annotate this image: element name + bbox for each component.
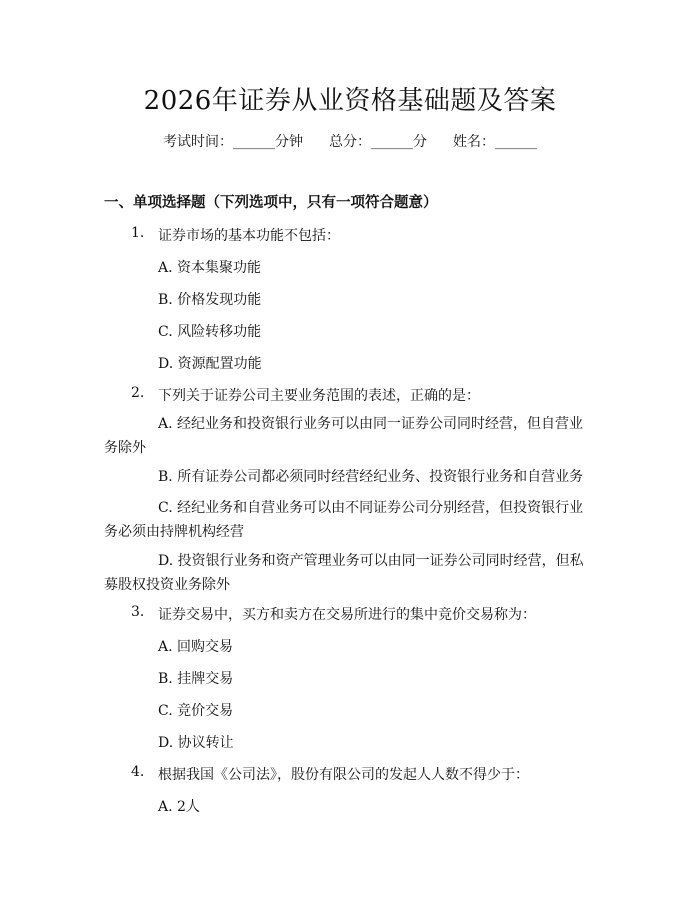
option-1c: C. 风险转移功能 — [158, 324, 262, 340]
score-blank: ______ — [371, 134, 413, 150]
option-4a: A. 2人 — [158, 799, 200, 815]
option-2d: D. 投资银行业务和资产管理业务可以由同一证券公司同时经营，但私募股权投资业务除外 — [104, 553, 584, 593]
question-text: 下列关于证券公司主要业务范围的表述，正确的是： — [158, 388, 480, 404]
question-number: 1. — [131, 225, 145, 241]
option-1a: A. 资本集聚功能 — [158, 260, 262, 276]
score-label: 总分： — [329, 134, 371, 150]
question-text: 根据我国《公司法》，股份有限公司的发起人人数不得少于： — [158, 767, 529, 783]
option-2a: A. 经纪业务和投资银行业务可以由同一证券公司同时经营，但自营业务除外 — [104, 416, 584, 456]
option-2c: C. 经纪业务和自营业务可以由不同证券公司分别经营，但投资银行业务必须由持牌机构经营 — [104, 500, 584, 540]
time-blank: ______ — [233, 134, 275, 150]
question-number: 2. — [131, 385, 145, 401]
option-3d: D. 协议转让 — [158, 735, 234, 751]
question-text: 证券市场的基本功能不包括： — [158, 228, 340, 244]
option-3a: A. 回购交易 — [158, 639, 234, 655]
option-3b: B. 挂牌交易 — [158, 671, 234, 687]
name-label: 姓名： — [453, 134, 495, 150]
option-2b: B. 所有证券公司都必须同时经营经纪业务、投资银行业务和自营业务 — [158, 469, 584, 485]
exam-title: 2026年证券从业资格基础题及答案 — [143, 86, 557, 116]
option-3c: C. 竞价交易 — [158, 703, 234, 719]
time-unit: 分钟 — [275, 134, 303, 150]
name-blank: ______ — [495, 134, 537, 150]
exam-info-line — [0, 131, 700, 151]
question-number: 4. — [131, 764, 145, 780]
question-number: 3. — [131, 604, 145, 620]
question-text: 证券交易中，买方和卖方在交易所进行的集中竞价交易称为： — [158, 607, 536, 623]
option-1d: D. 资源配置功能 — [158, 356, 262, 372]
time-label: 考试时间： — [163, 134, 233, 150]
score-unit: 分 — [413, 134, 427, 150]
section-title: 一、单项选择题（下列选项中，只有一项符合题意） — [104, 195, 438, 211]
option-1b: B. 价格发现功能 — [158, 292, 262, 308]
